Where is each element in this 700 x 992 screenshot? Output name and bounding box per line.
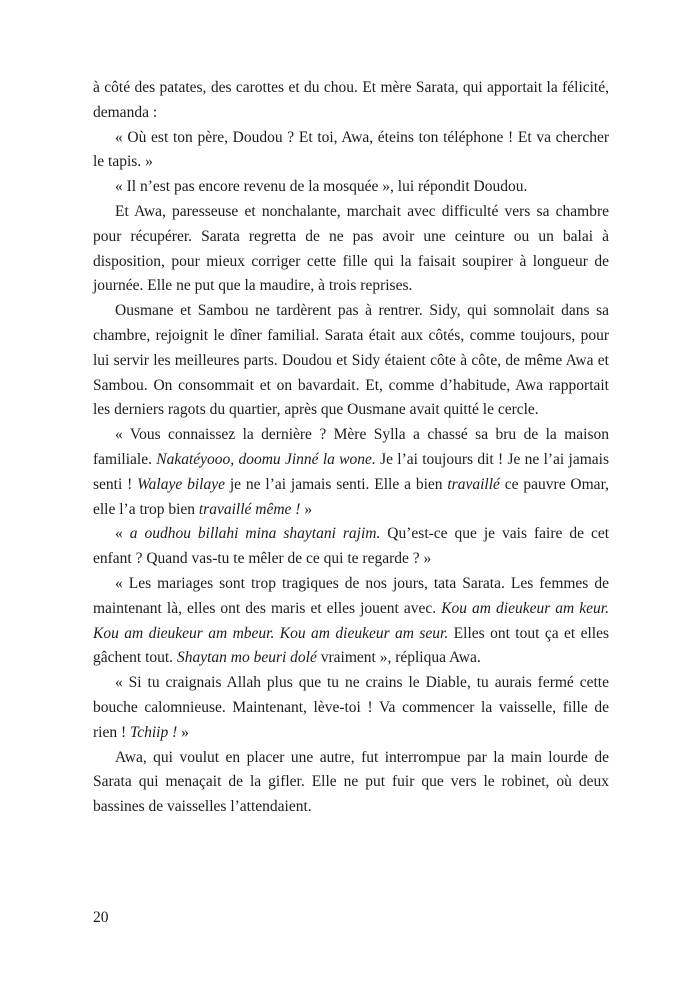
text-run: à côté des patates, des carottes et du chou. Et mère Sarata, qui apportait la félicité, demanda : [93, 79, 609, 121]
paragraph [93, 76, 609, 126]
text-run: Elles ont tout ça et elles gâchent tout. [93, 624, 609, 667]
text-run: Je l’ai toujours dit ! Je ne l’ai jamais senti ! [93, 450, 609, 493]
text-run: vraiment », répliqua Awa. [316, 649, 481, 667]
italic-text-run: Walaye bilaye [137, 475, 225, 493]
paragraph [93, 299, 609, 423]
text-run: je ne l’ai jamais senti. Elle a bien [224, 475, 448, 493]
text-run: « Les mariages sont trop tragiques de nos jours, tata Sarata. Les femmes de maintenant là, elles ont des maris et elles jouent avec. [93, 574, 609, 617]
text-run: Et Awa, paresseuse et nonchalante, marchait avec difficulté vers sa chambre pour récupérer. Sarata regretta de ne pas avoir une ceinture ou un balai à disposition, pour mieux corriger cette fille qui la faisait soupirer à longueur de journée. Elle ne put que la maudire, à trois reprises. [93, 202, 609, 295]
text-run: « [115, 525, 130, 543]
text-run: Awa, qui voulut en placer une autre, fut interrompue par la main lourde de Sarata qui menaçait de la gifler. Elle ne put fuir que vers le robinet, où deux bassines de vaisselles l’attendaient. [93, 748, 609, 816]
text-run: « Il n’est pas encore revenu de la mosquée », lui répondit Doudou. [115, 178, 528, 196]
italic-text-run: a oudhou billahi mina shaytani rajim. [129, 525, 381, 543]
paragraph [93, 746, 609, 820]
text-run: Qu’est-ce que je vais faire de cet enfant ? Quand vas-tu te mêler de ce qui te regarde ? » [93, 525, 610, 568]
paragraph [93, 671, 609, 745]
text-run: « Si tu craignais Allah plus que tu ne crains le Diable, tu aurais fermé cette bouche calomnieuse. Maintenant, lève-toi ! Va commencer la vaisselle, fille de rien ! [93, 674, 609, 741]
paragraph [93, 423, 609, 522]
text-run: ce pauvre Omar, elle l’a trop bien [93, 475, 609, 518]
page-number: 20 [93, 909, 109, 926]
italic-text-run: travaillé [447, 475, 500, 493]
italic-text-run: travaillé même ! [198, 500, 301, 518]
text-run: « Où est ton père, Doudou ? Et toi, Awa, éteins ton téléphone ! Et va chercher le tapis. » [93, 128, 609, 171]
italic-text-run: Shaytan mo beuri dolé [176, 649, 317, 667]
paragraph [93, 126, 609, 176]
text-run: « Vous connaissez la dernière ? Mère Sylla a chassé sa bru de la maison familiale. [93, 426, 609, 468]
text-run: Ousmane et Sambou ne tardèrent pas à rentrer. Sidy, qui somnolait dans sa chambre, rejoignit le dîner familial. Sarata était aux côtés, comme toujours, pour lui servir les meilleures parts. Doudou et Sidy étaient côte à côte, de même Awa et Sambou. On consommait et on bavardait. Et, comme d’habitude, Awa rapportait les derniers ragots du quartier, après que Ousmane avait quitté le cercle. [93, 302, 609, 419]
text-run: » [300, 500, 313, 518]
paragraph [93, 200, 609, 299]
paragraph [93, 175, 609, 200]
page-text [93, 76, 609, 820]
italic-text-run: Kou am dieukeur am keur. Kou am dieukeur am mbeur. Kou am dieukeur am seur. [93, 599, 609, 642]
paragraph [93, 522, 609, 572]
text-run: » [177, 723, 189, 741]
paragraph [93, 572, 609, 671]
italic-text-run: Nakatéyooo, doomu Jinné la wone. [156, 450, 376, 468]
italic-text-run: Tchiip ! [130, 723, 178, 741]
